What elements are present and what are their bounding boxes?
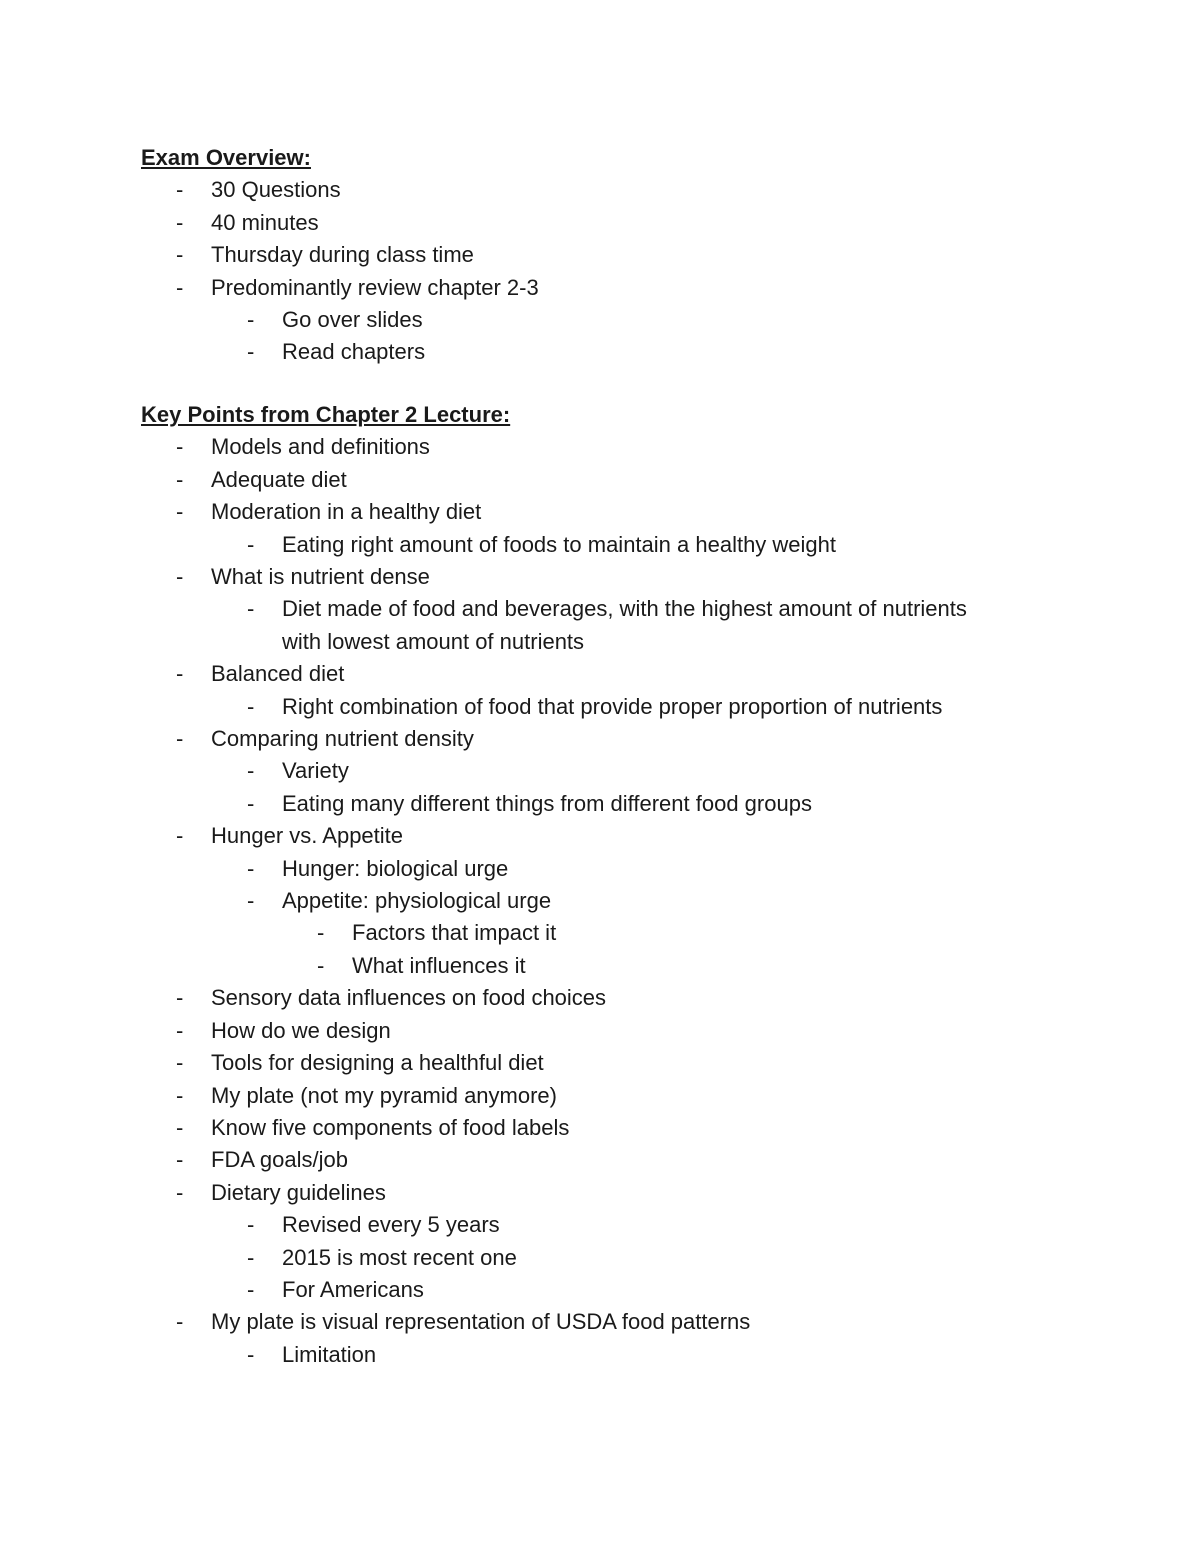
- list-item: - Thursday during class time: [141, 239, 1101, 271]
- list-item: - How do we design: [141, 1015, 1101, 1047]
- list-item: - What is nutrient dense: [141, 561, 1101, 593]
- list-item: - Know five components of food labels: [141, 1112, 1101, 1144]
- key-points-list: [141, 431, 1101, 1371]
- exam-overview-list: [141, 174, 1101, 368]
- key-points-section: [141, 399, 1101, 1371]
- list-item: - 40 minutes: [141, 207, 1101, 239]
- list-subitem: - Variety: [141, 755, 1101, 787]
- list-subsubitem: - What influences it: [141, 950, 1101, 982]
- list-subsubitem: - Factors that impact it: [141, 917, 1101, 949]
- list-subitem: - 2015 is most recent one: [141, 1242, 1101, 1274]
- list-subitem: - Hunger: biological urge: [141, 853, 1101, 885]
- exam-overview-section: [141, 142, 1101, 369]
- list-subitem: - Eating right amount of foods to maintain a healthy weight: [141, 529, 1101, 561]
- list-item: - Moderation in a healthy diet: [141, 496, 1101, 528]
- list-subitem: - Read chapters: [141, 336, 1101, 368]
- exam-overview-heading: Exam Overview:: [141, 145, 311, 170]
- list-subitem: - Limitation: [141, 1339, 1101, 1371]
- list-item: - My plate is visual representation of USDA food patterns: [141, 1306, 1101, 1338]
- list-subitem: - For Americans: [141, 1274, 1101, 1306]
- list-item: - 30 Questions: [141, 174, 1101, 206]
- list-item: - Balanced diet: [141, 658, 1101, 690]
- list-subitem: - Appetite: physiological urge: [141, 885, 1101, 917]
- list-item: - Models and definitions: [141, 431, 1101, 463]
- list-item: - Tools for designing a healthful diet: [141, 1047, 1101, 1079]
- list-item: - Predominantly review chapter 2-3: [141, 272, 1101, 304]
- list-subitem: - Revised every 5 years: [141, 1209, 1101, 1241]
- list-item: - Dietary guidelines: [141, 1177, 1101, 1209]
- list-subitem: - Right combination of food that provide proper proportion of nutrients: [141, 691, 1101, 723]
- list-item: - Comparing nutrient density: [141, 723, 1101, 755]
- list-item: - My plate (not my pyramid anymore): [141, 1080, 1101, 1112]
- key-points-heading: Key Points from Chapter 2 Lecture:: [141, 402, 511, 427]
- list-item: - FDA goals/job: [141, 1144, 1101, 1176]
- list-item: - Hunger vs. Appetite: [141, 820, 1101, 852]
- list-subitem: - Go over slides: [141, 304, 1101, 336]
- list-subitem: - Eating many different things from different food groups: [141, 788, 1101, 820]
- list-subitem: - Diet made of food and beverages, with the highest amount of nutrients with lowest amount of nutrients: [141, 593, 1012, 658]
- list-item: - Sensory data influences on food choices: [141, 982, 1101, 1014]
- list-item: - Adequate diet: [141, 464, 1101, 496]
